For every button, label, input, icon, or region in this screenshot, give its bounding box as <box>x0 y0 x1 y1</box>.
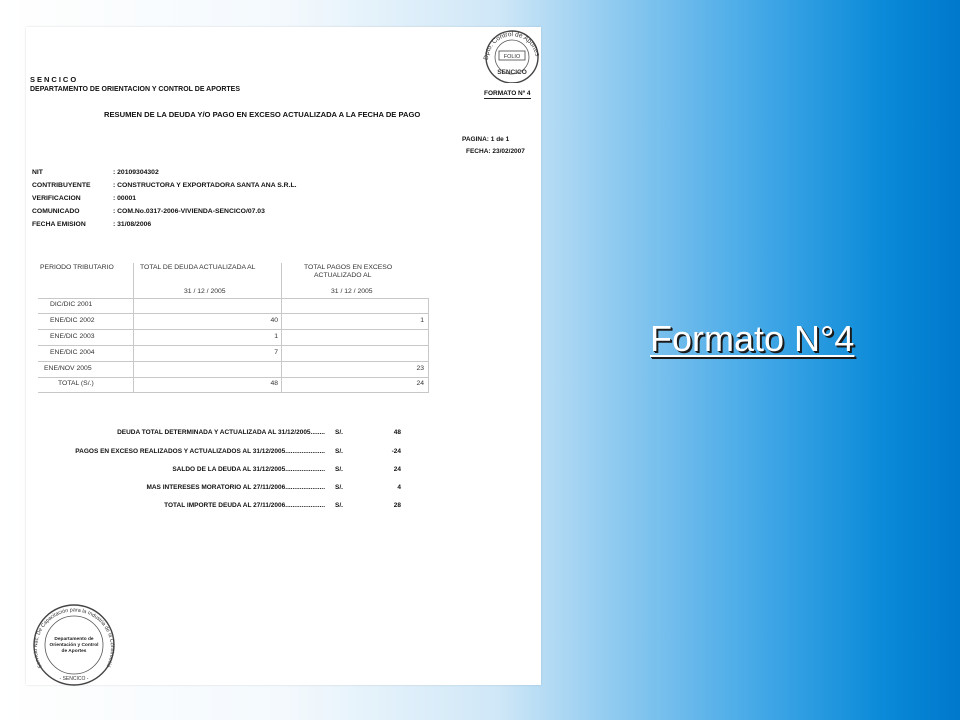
summary-value: 24 <box>393 466 401 473</box>
control-aportes-stamp <box>481 27 543 83</box>
header-pagos-sub: ACTUALIZADO AL <box>314 272 372 279</box>
subheader-deuda-date: 31 / 12 / 2005 <box>184 288 226 295</box>
seal-center-line1: Departamento de <box>54 637 94 642</box>
date-value: 23/02/2007 <box>492 148 525 155</box>
summary-label: TOTAL IMPORTE DEUDA AL 27/11/2006...................... <box>164 502 325 509</box>
total-label: TOTAL (S/.) <box>58 380 94 387</box>
summary-value: -24 <box>391 448 401 455</box>
info-value-nit: : 20109304302 <box>113 169 159 176</box>
info-value-verificacion: : 00001 <box>113 195 137 202</box>
organization-name: SENCICO <box>30 75 79 84</box>
info-value-fecha-emision: : 31/08/2006 <box>113 221 152 228</box>
total-deuda: 48 <box>270 380 278 387</box>
total-pagos: 24 <box>416 380 424 387</box>
seal-center-line2: Orientación y Control <box>49 643 99 648</box>
stamp-sencico: SENCICO <box>497 69 527 76</box>
row-deuda: 7 <box>274 349 278 356</box>
svg-text:Servicio Nac. De Capacitación <box>28 601 115 669</box>
scanned-document <box>26 27 541 685</box>
summary-currency: S/. <box>335 484 343 491</box>
date-label: FECHA: <box>466 148 491 155</box>
summary-label: MAS INTERESES MORATORIO AL 27/11/2006...................... <box>146 484 325 491</box>
header-periodo: PERIODO TRIBUTARIO <box>40 264 114 271</box>
summary-label: PAGOS EN EXCESO REALIZADOS Y ACTUALIZADOS AL 31/12/2005...................... <box>75 448 325 455</box>
stamp-ring-text: Dpto. Control de Aportes <box>482 31 541 61</box>
department-name: DEPARTAMENTO DE ORIENTACION Y CONTROL DE APORTES <box>30 86 241 93</box>
document-title: RESUMEN DE LA DEUDA Y/O PAGO EN EXCESO ACTUALIZADA A LA FECHA DE PAGO <box>104 110 421 119</box>
row-periodo: ENE/DIC 2002 <box>50 317 95 324</box>
info-value-comunicado: : COM.No.0317-2006-VIVIENDA-SENCICO/07.03 <box>113 208 265 215</box>
info-label-fecha-emision: FECHA EMISION <box>32 221 86 228</box>
row-pagos: 1 <box>420 317 424 324</box>
row-periodo: ENE/DIC 2004 <box>50 349 95 356</box>
row-pagos: 23 <box>416 365 424 372</box>
summary-value: 28 <box>393 502 401 509</box>
summary-label: SALDO DE LA DEUDA AL 31/12/2005...................... <box>172 466 325 473</box>
row-periodo: ENE/DIC 2003 <box>50 333 95 340</box>
header-pagos: TOTAL PAGOS EN EXCESO <box>304 264 393 271</box>
info-label-verificacion: VERIFICACION <box>32 195 81 202</box>
row-deuda: 1 <box>274 333 278 340</box>
info-label-comunicado: COMUNICADO <box>32 208 80 215</box>
stamp-folio: FOLIO <box>503 54 521 60</box>
summary-currency: S/. <box>335 448 343 455</box>
form-label: FORMATO Nº 4 <box>484 90 531 97</box>
page-label: PAGINA: <box>462 136 489 143</box>
info-label-contribuyente: CONTRIBUYENTE <box>32 182 91 189</box>
header-deuda: TOTAL DE DEUDA ACTUALIZADA AL <box>140 264 256 271</box>
subheader-pagos-date: 31 / 12 / 2005 <box>331 288 373 295</box>
sencico-seal <box>28 601 120 687</box>
summary-currency: S/. <box>335 429 343 436</box>
seal-bottom-text: - SENCICO - <box>59 676 89 682</box>
date-indicator <box>466 148 525 155</box>
summary-currency: S/. <box>335 466 343 473</box>
page-indicator <box>462 136 509 143</box>
summary-value: 4 <box>397 484 401 491</box>
summary-label: DEUDA TOTAL DETERMINADA Y ACTUALIZADA AL 31/12/2005........ <box>117 429 325 436</box>
summary-currency: S/. <box>335 502 343 509</box>
info-value-contribuyente: : CONSTRUCTORA Y EXPORTADORA SANTA ANA S.R.L. <box>113 182 297 189</box>
row-periodo: DIC/DIC 2001 <box>50 301 93 308</box>
info-label-nit: NIT <box>32 169 43 176</box>
row-periodo: ENE/NOV 2005 <box>44 365 92 372</box>
seal-center-line3: de Aportes <box>61 649 87 654</box>
debt-table <box>38 263 429 393</box>
page-value: 1 de 1 <box>490 136 510 143</box>
summary-value: 48 <box>393 429 401 436</box>
row-deuda: 40 <box>270 317 278 324</box>
seal-ring-text: Servicio Nac. De Capacitación para la Industria de la Construcció <box>32 607 116 669</box>
slide-title: Formato N°4 <box>650 318 855 359</box>
